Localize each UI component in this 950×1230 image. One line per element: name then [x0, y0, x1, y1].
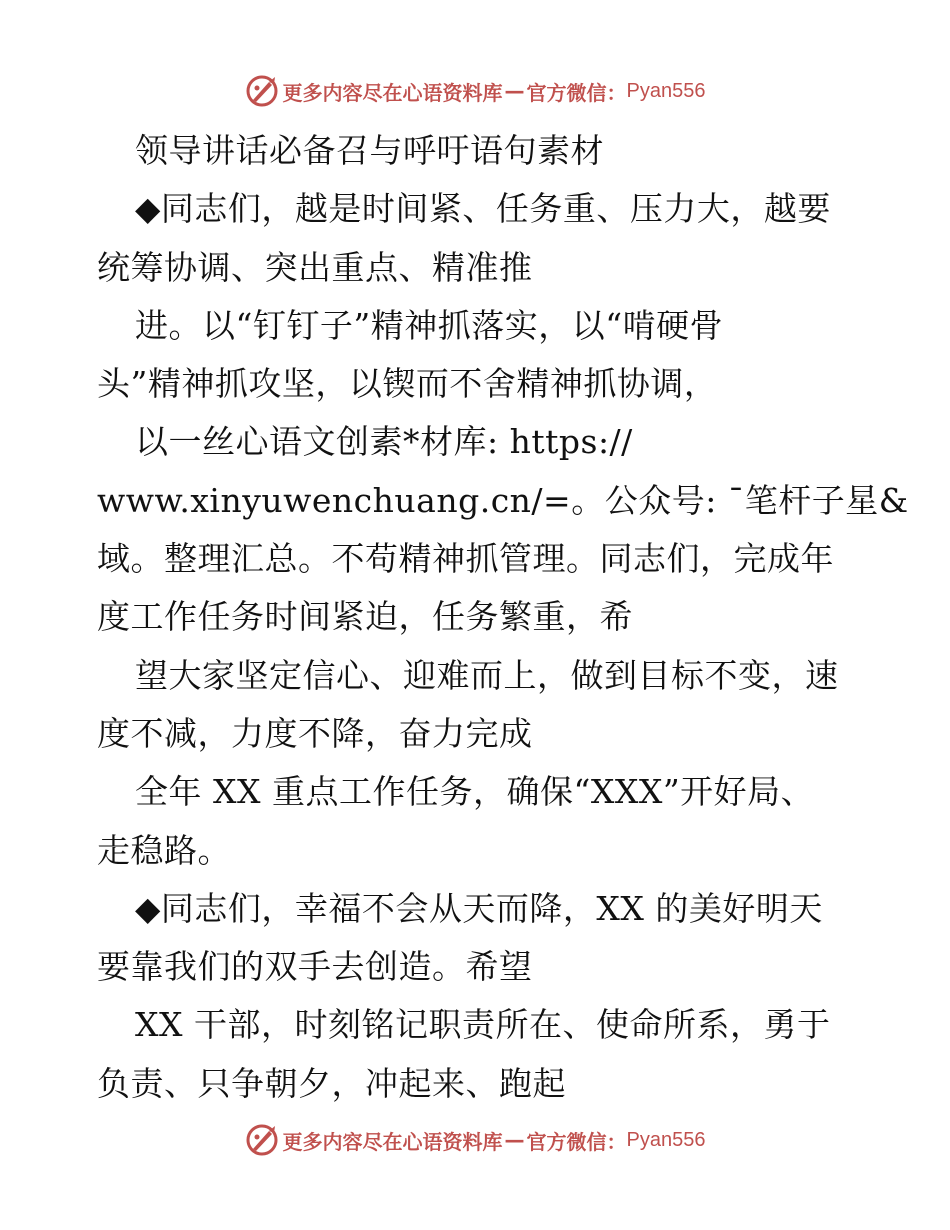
header-watermark — [0, 71, 950, 111]
text-line: 负责、只争朝夕，冲起来、跑起 — [97, 1063, 566, 1103]
text-line: XX 干部，时刻铭记职责所在、使命所系，勇于 — [135, 1005, 831, 1045]
watermark-site-text: 更多内容尽在心语资料库 — [282, 80, 503, 105]
watermark-site-text: 更多内容尽在心语资料库 — [282, 1129, 503, 1154]
watermark-wechat-id: Pyan556 — [626, 79, 706, 102]
text-line: 域。整理汇总。不苟精神抓管理。同志们，完成年 — [97, 539, 834, 579]
text-line: 度工作任务时间紧迫，任务繁重，希 — [97, 597, 633, 637]
text-line: 统筹协调、突出重点、精准推 — [97, 247, 533, 287]
quill-pen-logo-icon — [245, 74, 279, 108]
watermark-wechat-label: 官方微信： — [526, 1129, 627, 1154]
text-line: 望大家坚定信心、迎难而上，做到目标不变，速 — [135, 655, 839, 695]
document-body — [97, 122, 909, 1113]
text-line: 全年 XX 重点工作任务，确保“XXX”开好局、 — [135, 772, 815, 812]
watermark-wechat-id: Pyan556 — [626, 1128, 706, 1151]
text-line: 走稳路。 — [97, 830, 231, 870]
quill-pen-logo-icon — [245, 1123, 279, 1157]
watermark-separator: — — [504, 1128, 525, 1152]
text-line: ◆同志们，越是时间紧、任务重、压力大，越要 — [135, 189, 831, 229]
text-line: www.xinyuwenchuang.cn/=。公众号: ¯笔杆子星& — [97, 480, 909, 520]
footer-watermark — [0, 1120, 950, 1160]
text-line: 头”精神抓攻坚，以锲而不舍精神抓协调， — [97, 364, 718, 404]
watermark-wechat-label: 官方微信： — [526, 80, 627, 105]
text-line: ◆同志们，幸福不会从天而降，XX 的美好明天 — [135, 888, 823, 928]
text-line: 以一丝心语文创素*材库: https:// — [135, 422, 633, 462]
text-line: 要靠我们的双手去创造。希望 — [97, 947, 533, 987]
text-line: 进。以“钉钉子”精神抓落实，以“啃硬骨 — [135, 305, 724, 345]
watermark-separator: — — [504, 79, 525, 103]
text-line: 度不减，力度不降，奋力完成 — [97, 713, 533, 753]
document-title: 领导讲话必备召与呼吁语句素材 — [135, 131, 604, 170]
